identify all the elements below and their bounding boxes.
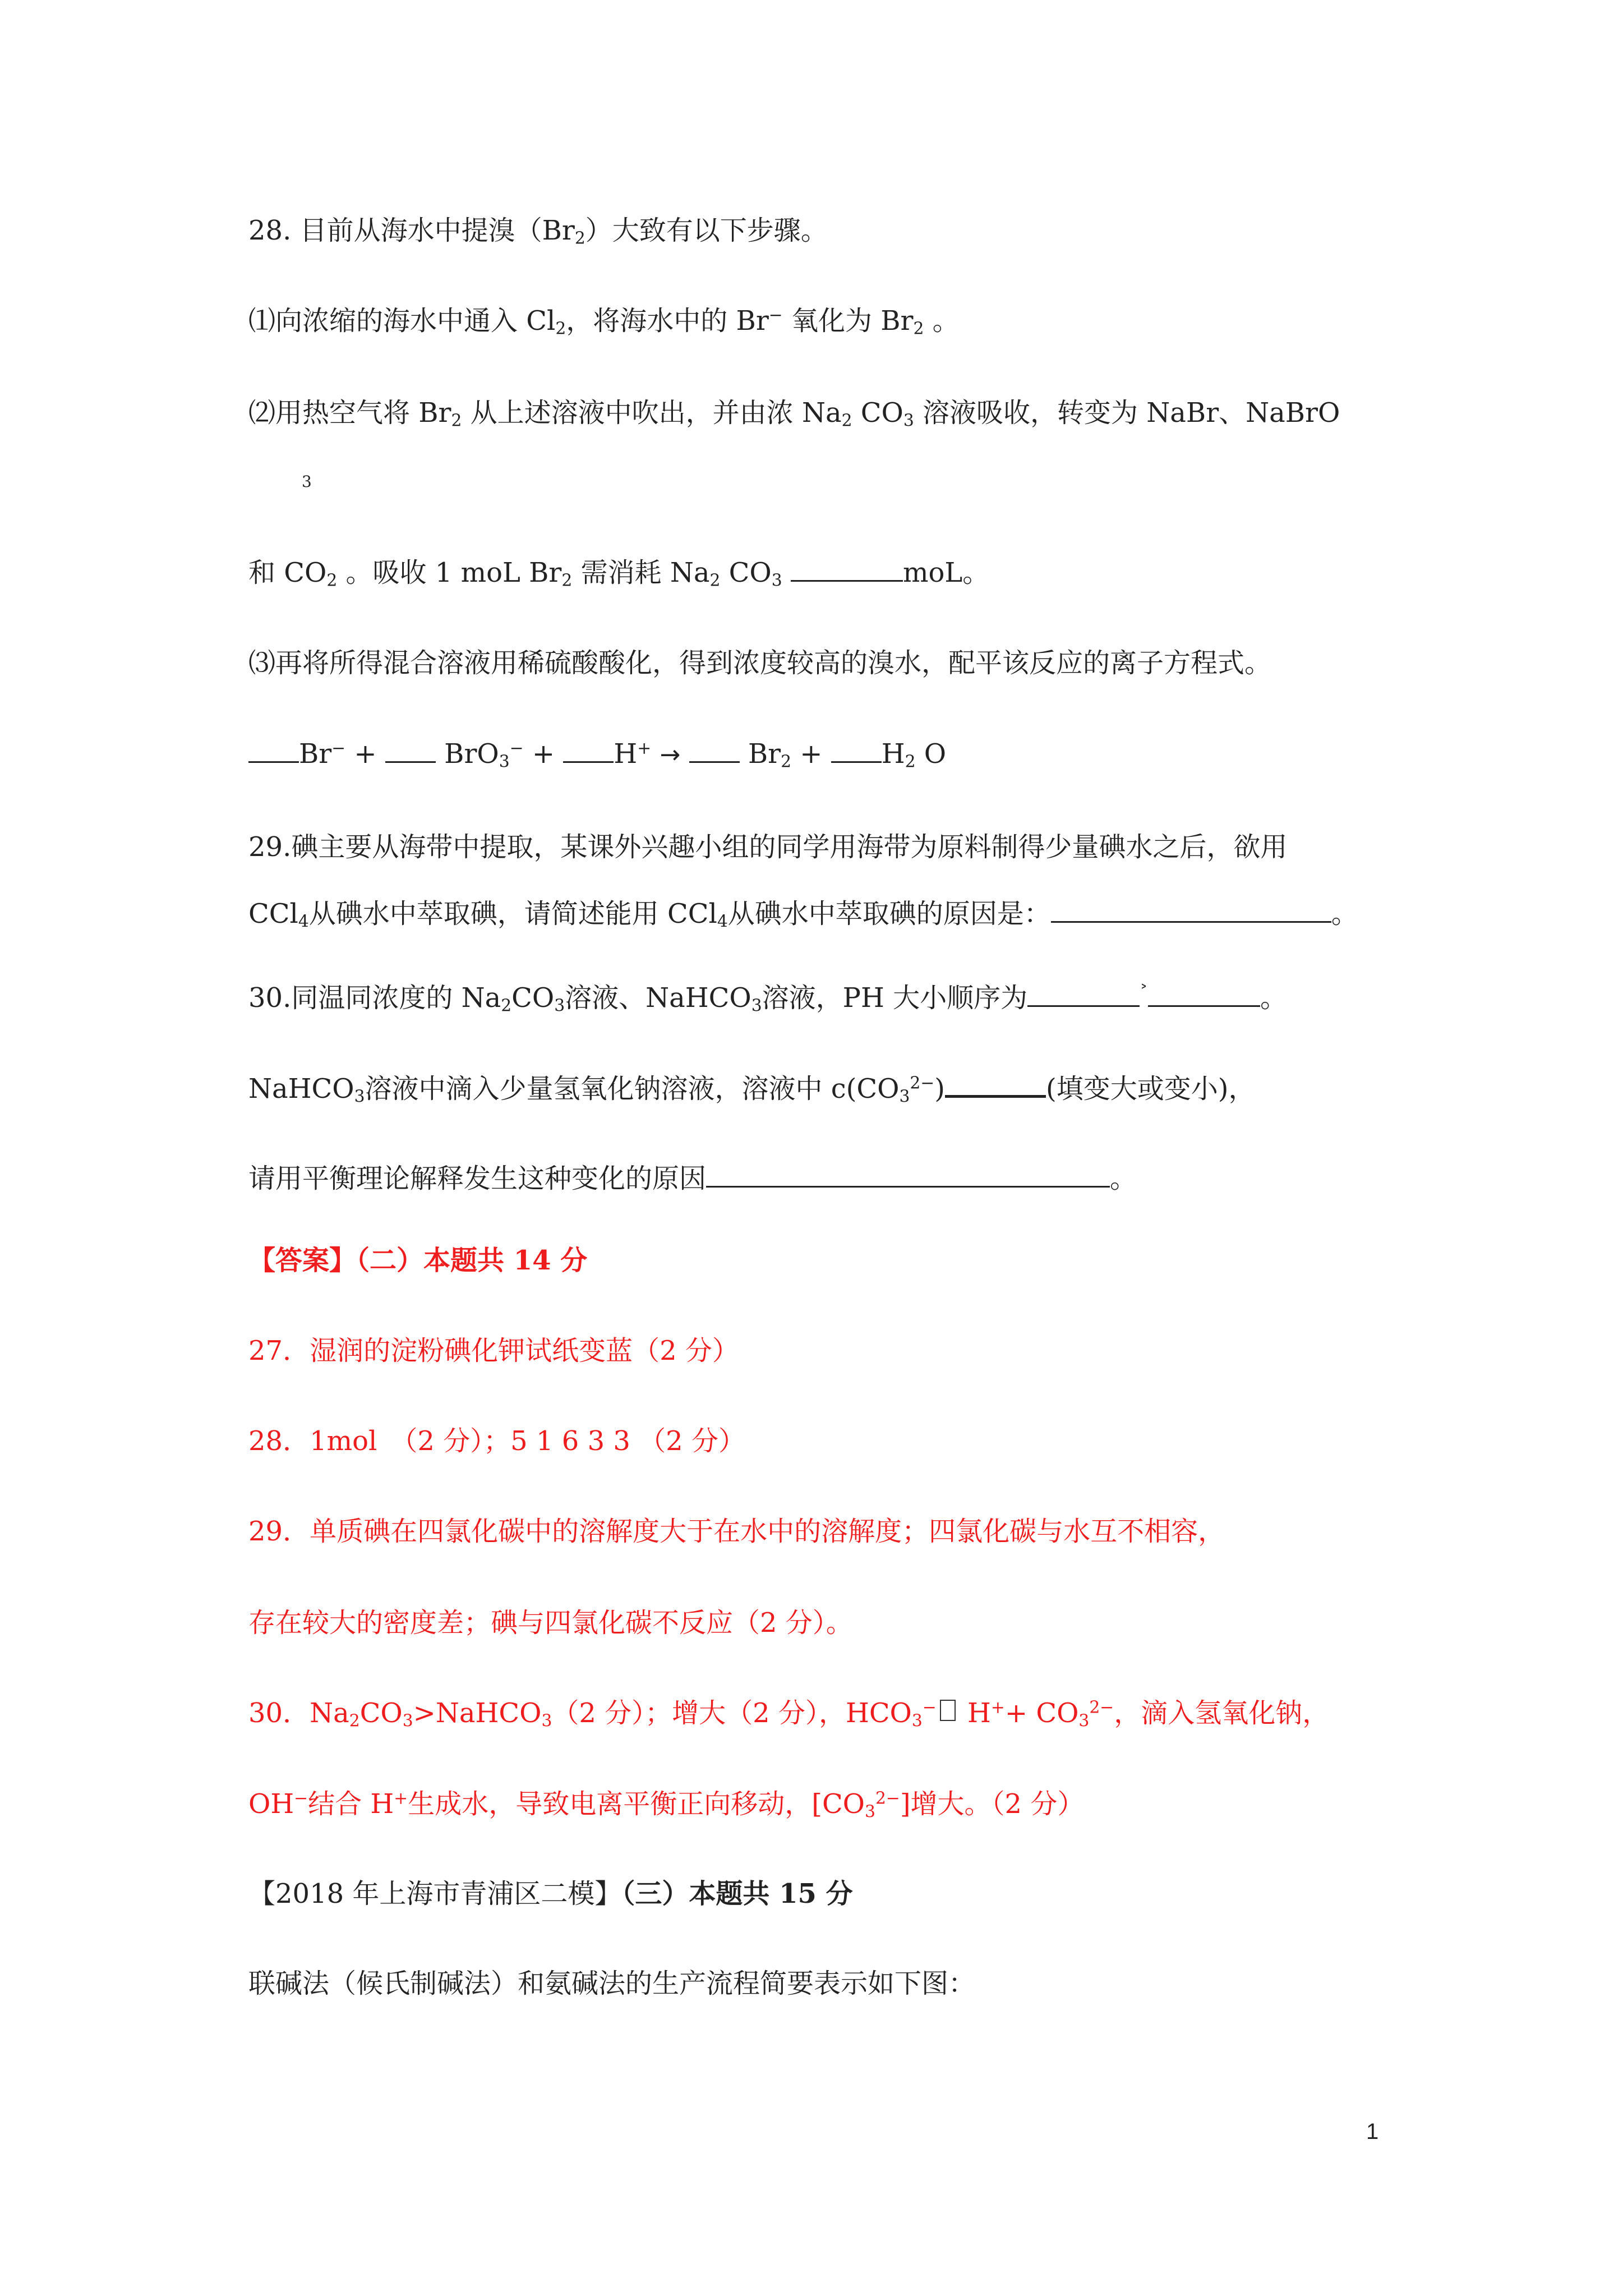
answer-30-line2	[248, 1788, 1085, 1822]
subscript: 3	[865, 1802, 875, 1822]
text: ]增大。（2 分）	[900, 1788, 1085, 1820]
coefficient-blank[interactable]	[385, 761, 436, 763]
q28-step3	[248, 647, 1272, 679]
superscript: +	[990, 1697, 1005, 1718]
text: ⑵用热空气将 Br	[248, 397, 451, 429]
superscript: 2−	[1089, 1697, 1114, 1718]
text: )	[934, 1073, 945, 1105]
text: moL。	[902, 557, 990, 588]
q28-intro-end: ）大致有以下步骤。	[585, 215, 828, 246]
subscript: 3	[1078, 1711, 1090, 1731]
text: 存在较大的密度差；碘与四氯化碳不反应（2 分）。	[248, 1607, 853, 1639]
text: 需消耗 Na	[572, 557, 710, 588]
subscript: 2	[501, 996, 512, 1016]
subscript: 3	[899, 1087, 910, 1107]
q28-equation	[248, 738, 947, 772]
subscript: 3	[911, 1711, 923, 1731]
q28-intro	[248, 215, 828, 249]
subscript: 3	[499, 752, 510, 772]
subscript: 3	[751, 996, 762, 1016]
subscript: 2	[349, 1711, 360, 1731]
text: 29.碘主要从海带中提取，某课外兴趣小组的同学用海带为原料制得少量碘水之后，欲用	[248, 831, 1288, 863]
superscript: −	[768, 305, 783, 325]
text: CO	[852, 397, 903, 429]
answer-blank[interactable]	[1148, 1005, 1260, 1007]
text: 生成水，导致电离平衡正向移动，[CO	[408, 1788, 865, 1820]
text: 溶液，PH 大小顺序为	[762, 982, 1028, 1014]
q29-line1	[248, 831, 1288, 863]
text: 28．1mol （2 分）；5 1 6 3 3 （2 分）	[248, 1425, 745, 1457]
subscript: 4	[717, 912, 728, 932]
text: 溶液、NaHCO	[565, 982, 751, 1014]
q30-line2	[248, 1073, 1256, 1107]
text: 溶液吸收，转变为 NaBr、NaBrO	[914, 397, 1340, 429]
text: 从上述溶液中吹出，并由浓 Na	[462, 397, 842, 429]
text: 27．湿润的淀粉碘化钾试纸变蓝（2 分）	[248, 1335, 739, 1366]
q30-line3	[248, 1165, 1137, 1192]
text: 联碱法（候氏制碱法）和氨碱法的生产流程简要表示如下图：	[248, 1968, 976, 1999]
answer-30-line1	[248, 1697, 1330, 1731]
subscript: 2	[555, 319, 566, 339]
text: O	[915, 738, 947, 770]
text: 氧化为 Br	[782, 305, 914, 337]
arrow-icon: →	[660, 740, 681, 769]
section3-intro	[248, 1970, 975, 1997]
subscript: 3	[302, 472, 312, 491]
text: 30.同温同浓度的 Na	[248, 982, 501, 1014]
text: + CO	[1004, 1697, 1079, 1729]
superscript: +	[394, 1788, 408, 1809]
answer-29-line1	[248, 1518, 1225, 1545]
text: 请用平衡理论解释发生这种变化的原因	[248, 1163, 707, 1194]
equilibrium-symbol-icon	[940, 1700, 956, 1721]
text: 30．Na	[248, 1697, 349, 1729]
text: 从碘水中萃取碘的原因是：	[727, 898, 1051, 930]
text: 【2018 年上海市青浦区二模】	[248, 1878, 622, 1910]
superscript: 2−	[875, 1788, 900, 1809]
subscript: 3	[903, 411, 914, 431]
text: CO	[359, 1697, 403, 1729]
text: （2 分）；增大（2 分），HCO	[552, 1697, 912, 1729]
superscript: −	[294, 1788, 308, 1809]
text: +	[523, 738, 555, 770]
text: Br	[739, 738, 781, 770]
answer-28	[248, 1425, 745, 1457]
text: 。	[1331, 898, 1358, 930]
page-number: 1	[1366, 2119, 1379, 2144]
superscript: 2−	[910, 1073, 935, 1093]
answer-blank[interactable]	[706, 1185, 1110, 1188]
q28-step1	[248, 305, 960, 339]
answer-29-line2	[248, 1607, 853, 1639]
greater-than-sign: ˃	[1140, 982, 1148, 1002]
subscript: 3	[554, 996, 565, 1016]
text: +	[345, 738, 377, 770]
q30-line1	[248, 982, 1287, 1016]
answer-header	[248, 1247, 587, 1274]
answer-blank[interactable]	[1027, 1005, 1140, 1007]
text: ⑴向浓缩的海水中通入 Cl	[248, 305, 556, 337]
subscript: 3	[541, 1711, 552, 1731]
text: ，滴入氢氧化钠，	[1114, 1697, 1330, 1729]
text: ⑶再将所得混合溶液用稀硫酸酸化，得到浓度较高的溴水，配平该反应的离子方程式。	[248, 647, 1272, 679]
text: 。	[1110, 1163, 1137, 1194]
text: BrO	[444, 738, 499, 770]
text: （三）本题共 15 分	[621, 1878, 853, 1910]
answer-blank[interactable]	[791, 579, 903, 582]
subscript: 2	[841, 411, 852, 431]
text: H	[881, 738, 905, 770]
superscript: −	[509, 738, 524, 758]
text: H	[958, 1697, 991, 1729]
text: 和 CO	[248, 557, 327, 588]
text: CO	[720, 557, 772, 588]
text: 【答案】（二）本题共 14 分	[248, 1245, 588, 1276]
text: >NaHCO	[413, 1697, 542, 1729]
section3-header	[248, 1878, 853, 1910]
text: 。	[1260, 982, 1287, 1014]
subscript: 3	[771, 570, 782, 591]
coefficient-blank[interactable]	[563, 761, 614, 763]
text: +	[791, 738, 823, 770]
q28-step2-overflow-subscript	[302, 474, 312, 490]
text: Br	[299, 738, 332, 770]
text: 结合 H	[308, 1788, 394, 1820]
coefficient-blank[interactable]	[248, 761, 299, 763]
text: H	[614, 738, 638, 770]
answer-blank[interactable]	[945, 1094, 1046, 1098]
subscript: 2	[451, 411, 462, 431]
text: 溶液中滴入少量氢氧化钠溶液，溶液中 c(CO	[365, 1073, 900, 1105]
superscript: −	[922, 1697, 937, 1718]
text: 29．单质碘在四氯化碳中的溶解度大于在水中的溶解度；四氯化碳与水互不相容，	[248, 1516, 1225, 1547]
superscript: −	[331, 738, 346, 758]
q28-intro-text: 28. 目前从海水中提溴（Br	[248, 215, 575, 246]
answer-27	[248, 1337, 739, 1364]
text: ，将海水中的 Br	[566, 305, 769, 337]
text: 从碘水中萃取碘，请简述能用 CCl	[308, 898, 717, 930]
subscript: 2	[561, 570, 573, 591]
subscript: 2	[574, 228, 585, 249]
coefficient-blank[interactable]	[689, 761, 740, 763]
subscript: 3	[402, 1711, 413, 1731]
text: NaHCO	[248, 1073, 354, 1105]
text: 。吸收 1 moL Br	[337, 557, 562, 588]
superscript: +	[637, 738, 652, 758]
q29-line2	[248, 898, 1358, 932]
answer-blank[interactable]	[1051, 921, 1331, 923]
coefficient-blank[interactable]	[831, 761, 882, 763]
subscript: 4	[298, 912, 309, 932]
text: (填变大或变小)，	[1045, 1073, 1256, 1105]
q28-step2	[248, 397, 1340, 431]
subscript: 2	[781, 752, 791, 772]
text: CO	[511, 982, 555, 1014]
text: CCl	[248, 898, 298, 930]
subscript: 2	[905, 752, 916, 772]
q28-step2-cont	[248, 557, 990, 591]
subscript: 2	[709, 570, 721, 591]
text: OH	[248, 1788, 294, 1820]
text: 。	[924, 305, 960, 337]
subscript: 2	[326, 570, 338, 591]
subscript: 2	[913, 319, 924, 339]
subscript: 3	[354, 1087, 365, 1107]
